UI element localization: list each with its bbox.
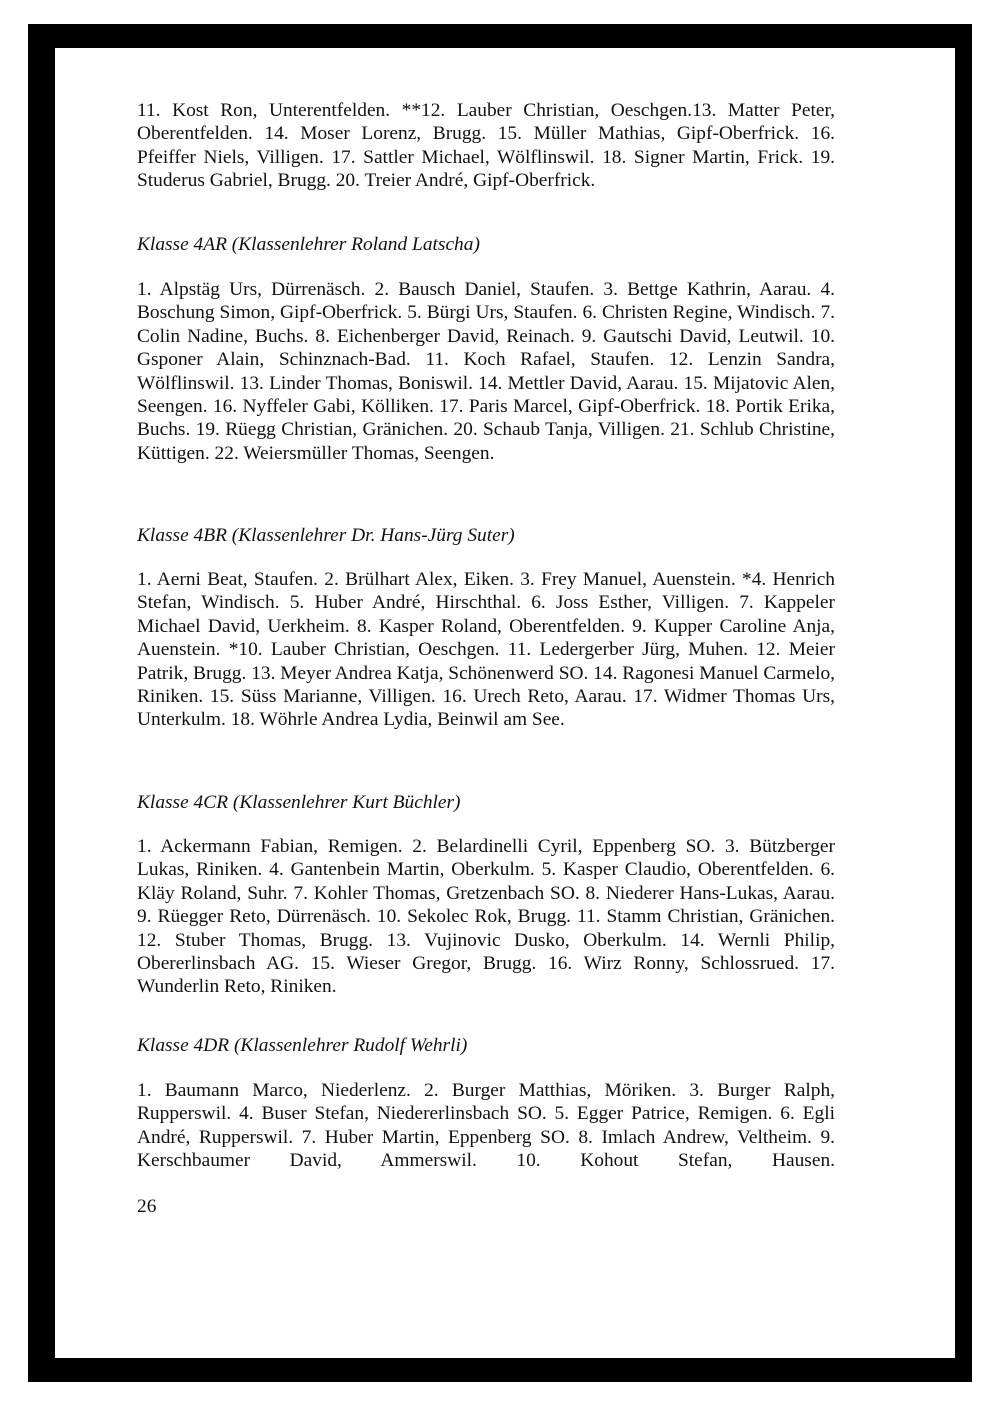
section-text-4ar: 1. Alpstäg Urs, Dürrenäsch. 2. Bausch Daniel, Staufen. 3. Bettge Kathrin, Aarau. 4. Boschung Simon, Gipf-Oberfrick. 5. Bürgi Urs, Staufen. 6. Christen Regine, Windisch. 7. Colin Nadine, Buchs. 8. Eichenberger David, Reinach. 9. Gautschi David, Leutwil. 10. Gsponer Alain, Schinznach-Bad. 11. Koch Rafael, Staufen. 12. Lenzin Sandra, Wölflinswil. 13. Linder Thomas, Boniswil. 14. Mettler David, Aarau. 15. Mijatovic Alen, Seengen. 16. Nyffeler Gabi, Kölliken. 17. Paris Marcel, Gipf-Oberfrick. 18. Portik Erika, Buchs. 19. Rüegg Christian, Gränichen. 20. Schaub Tanja, Villigen. 21. Schlub Christine, Küttigen. 22. Weiersmüller Thomas, Seengen. [137,279,835,464]
section-heading-4dr: Klasse 4DR (Klassenlehrer Rudolf Wehrli) [137,1035,468,1056]
section-heading-4ar: Klasse 4AR (Klassenlehrer Roland Latscha) [137,234,480,255]
section-text-4br: 1. Aerni Beat, Staufen. 2. Brülhart Alex, Eiken. 3. Frey Manuel, Auenstein. *4. Henrich Stefan, Windisch. 5. Huber André, Hirschthal. 6. Joss Esther, Villigen. 7. Kappeler Michael David, Uerkheim. 8. Kasper Roland, Oberentfelden. 9. Kupper Caroline Anja, Auenstein. *10. Lauber Christian, Oeschgen. 11. Ledergerber Jürg, Muhen. 12. Meier Patrik, Brugg. 13. Meyer Andrea Katja, Schönenwerd SO. 14. Ragonesi Manuel Carmelo, Riniken. 15. Süss Marianne, Villigen. 16. Urech Reto, Aarau. 17. Widmer Thomas Urs, Unterkulm. 18. Wöhrle Andrea Lydia, Beinwil am See. [137,569,835,731]
section-heading-4br: Klasse 4BR (Klassenlehrer Dr. Hans-Jürg Suter) [137,525,515,546]
intro-paragraph: 11. Kost Ron, Unterentfelden. **12. Lauber Christian, Oeschgen.13. Matter Peter, Oberentfelden. 14. Moser Lorenz, Brugg. 15. Müller Mathias, Gipf-Oberfrick. 16. Pfeiffer Niels, Villigen. 17. Sattler Michael, Wölflinswil. 18. Signer Martin, Frick. 19. Studerus Gabriel, Brugg. 20. Treier André, Gipf-Oberfrick. [137,100,835,192]
section-text-4cr: 1. Ackermann Fabian, Remigen. 2. Belardinelli Cyril, Eppenberg SO. 3. Bützberger Lukas, Riniken. 4. Gantenbein Martin, Oberkulm. 5. Kasper Claudio, Oberentfelden. 6. Kläy Roland, Suhr. 7. Kohler Thomas, Gretzenbach SO. 8. Niederer Hans-Lukas, Aarau. 9. Rüegger Reto, Dürrenäsch. 10. Sekolec Rok, Brugg. 11. Stamm Christian, Gränichen. 12. Stuber Thomas, Brugg. 13. Vujinovic Dusko, Oberkulm. 14. Wernli Philip, Obererlinsbach AG. 15. Wieser Gregor, Brugg. 16. Wirz Ronny, Schlossrued. 17. Wunderlin Reto, Riniken. [137,836,835,998]
section-text-4dr: 1. Baumann Marco, Niederlenz. 2. Burger Matthias, Möriken. 3. Burger Ralph, Rupperswil. 4. Buser Stefan, Niedererlinsbach SO. 5. Egger Patrice, Remigen. 6. Egli André, Rupperswil. 7. Huber Martin, Eppenberg SO. 8. Imlach Andrew, Veltheim. 9. Kerschbaumer David, Ammerswil. 10. Kohout Stefan, Hausen. [137,1080,835,1172]
section-heading-4cr: Klasse 4CR (Klassenlehrer Kurt Büchler) [137,792,461,813]
page-number: 26 [137,1196,157,1217]
